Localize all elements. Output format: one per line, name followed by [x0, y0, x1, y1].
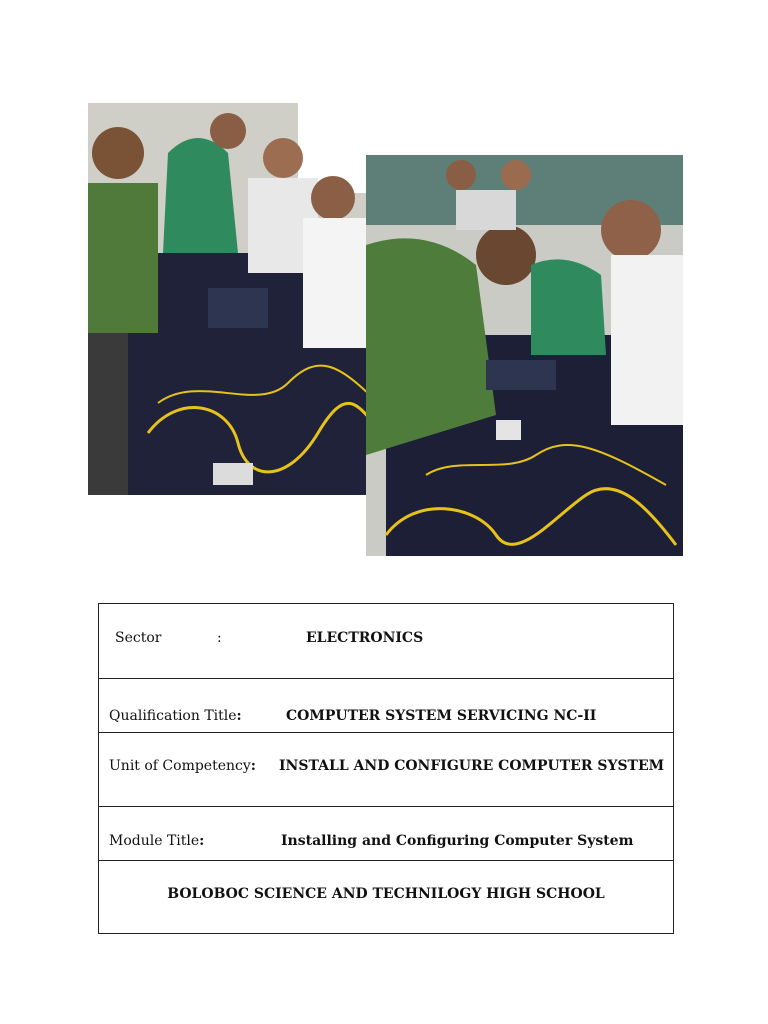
- unit-label: [109, 758, 256, 774]
- sector-row: [99, 604, 673, 679]
- module-label-text: Module Title: [109, 833, 200, 849]
- unit-colon: :: [250, 758, 256, 774]
- qualification-value: COMPUTER SYSTEM SERVICING NC-II: [286, 708, 597, 724]
- module-value: Installing and Configuring Computer System: [281, 833, 634, 849]
- module-colon: :: [199, 833, 205, 849]
- qualification-label-text: Qualification Title: [109, 708, 237, 724]
- module-row: [99, 807, 673, 861]
- module-label: [109, 833, 204, 849]
- unit-value: INSTALL AND CONFIGURE COMPUTER SYSTEM: [279, 758, 665, 774]
- workshop-photo-right: [366, 155, 683, 556]
- sector-label: Sector: [115, 630, 162, 646]
- qualification-row: [99, 679, 673, 733]
- school-row: [99, 861, 673, 935]
- unit-row: [99, 733, 673, 807]
- school-name: BOLOBOC SCIENCE AND TECHNILOGY HIGH SCHOOL: [167, 886, 605, 902]
- qualification-label: [109, 708, 242, 724]
- sector-value: ELECTRONICS: [306, 630, 424, 646]
- workshop-photo-left: [88, 103, 398, 495]
- sector-colon: :: [217, 630, 222, 646]
- unit-label-text: Unit of Competency: [109, 758, 251, 774]
- photo-left-image: [88, 103, 398, 495]
- photo-right-image: [366, 155, 683, 556]
- module-info-table: [98, 603, 674, 934]
- qualification-colon: :: [236, 708, 242, 724]
